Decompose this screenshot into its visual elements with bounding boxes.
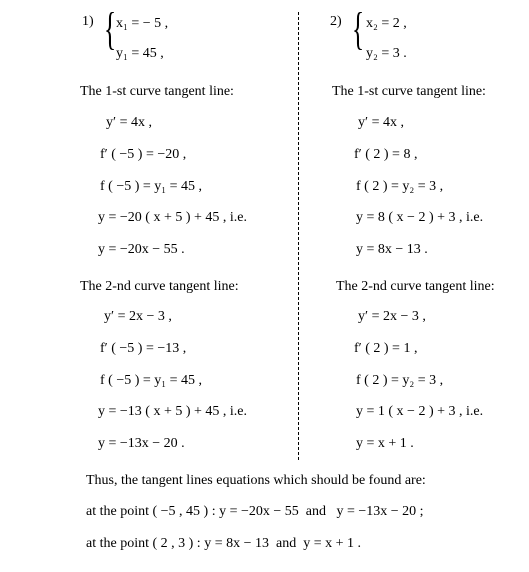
column-divider xyxy=(298,12,299,460)
right-line-b3: f ( 2 ) = y₂ = 3 , xyxy=(356,373,444,388)
conclusion-line-1: Thus, the tangent lines equations which should be found are: xyxy=(86,473,426,488)
left-line-a2: f′ ( −5 ) = −20 , xyxy=(100,147,187,162)
left-line-b4: y = −13 ( x + 5 ) + 45 , i.e. xyxy=(98,404,248,419)
left-line-a5: y = −20x − 55 . xyxy=(98,242,185,257)
left-line-a1: y′ = 4x , xyxy=(106,115,152,130)
left-heading-2: The 2-nd curve tangent line: xyxy=(80,279,239,294)
left-line-b3: f ( −5 ) = y₁ = 45 , xyxy=(100,373,203,388)
right-line-b1: y′ = 2x − 3 , xyxy=(358,309,426,324)
left-line-b2: f′ ( −5 ) = −13 , xyxy=(100,341,187,356)
right-line-a3: f ( 2 ) = y₂ = 3 , xyxy=(356,179,444,194)
system1-eq1: x₁ = − 5 , xyxy=(116,16,169,31)
system-brace-1: { xyxy=(104,3,117,54)
system-brace-2: { xyxy=(352,3,365,54)
system2-eq1: x₂ = 2 , xyxy=(366,16,407,31)
system2-eq2: y₂ = 3 . xyxy=(366,46,407,61)
right-line-b5: y = x + 1 . xyxy=(356,436,414,451)
left-line-b1: y′ = 2x − 3 , xyxy=(104,309,172,324)
conclusion-line-2: at the point ( −5 , 45 ) : y = −20x − 55 and y = −13x − 20 ; xyxy=(86,504,424,519)
right-line-a4: y = 8 ( x − 2 ) + 3 , i.e. xyxy=(356,210,484,225)
right-line-a1: y′ = 4x , xyxy=(358,115,404,130)
case-number-2: 2) xyxy=(330,14,342,29)
system1-eq2: y₁ = 45 , xyxy=(116,46,164,61)
left-line-a4: y = −20 ( x + 5 ) + 45 , i.e. xyxy=(98,210,248,225)
right-line-b4: y = 1 ( x − 2 ) + 3 , i.e. xyxy=(356,404,484,419)
conclusion-line-3: at the point ( 2 , 3 ) : y = 8x − 13 and y = x + 1 . xyxy=(86,536,361,551)
right-heading-2: The 2-nd curve tangent line: xyxy=(336,279,495,294)
right-line-a5: y = 8x − 13 . xyxy=(356,242,428,257)
right-heading-1: The 1-st curve tangent line: xyxy=(332,84,486,99)
left-line-a3: f ( −5 ) = y₁ = 45 , xyxy=(100,179,203,194)
right-line-b2: f′ ( 2 ) = 1 , xyxy=(354,341,418,356)
left-heading-1: The 1-st curve tangent line: xyxy=(80,84,234,99)
right-line-a2: f′ ( 2 ) = 8 , xyxy=(354,147,418,162)
case-number-1: 1) xyxy=(82,14,94,29)
left-line-b5: y = −13x − 20 . xyxy=(98,436,185,451)
